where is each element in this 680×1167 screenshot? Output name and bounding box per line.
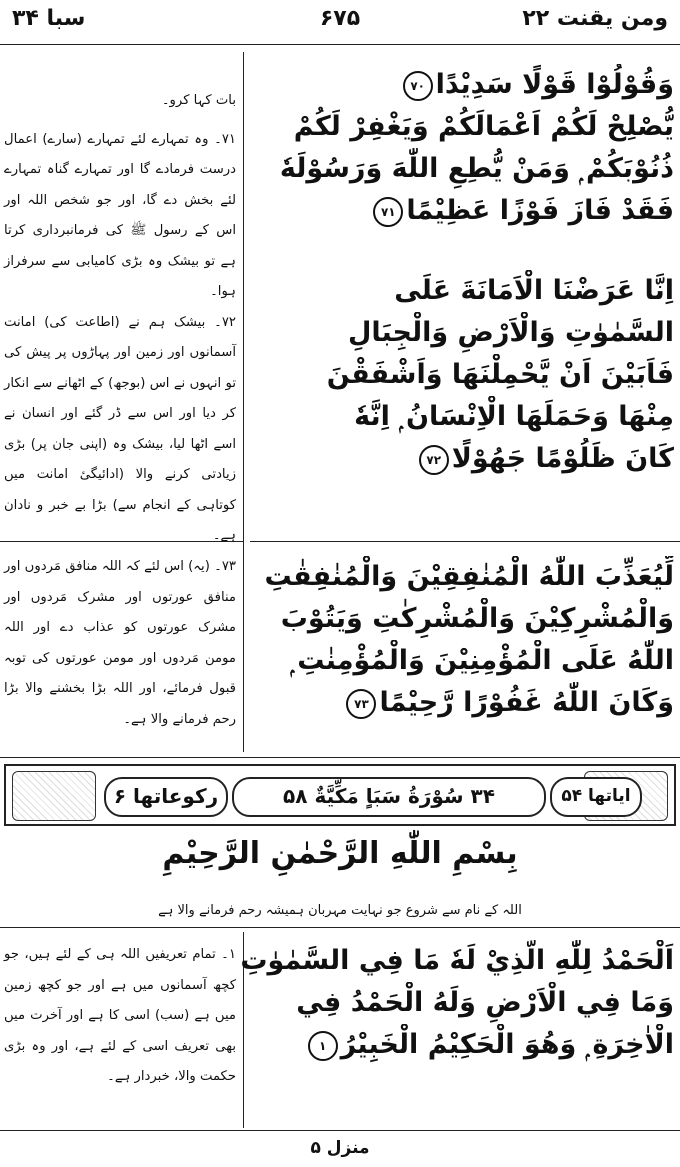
page-number: ۶۷۵ <box>319 6 361 31</box>
footer-rule <box>0 1130 680 1131</box>
arabic-line: فَقَدْ فَازَ فَوْزًا عَظِيْمًا۷۱ <box>234 190 674 232</box>
arabic-line: وَالْمُشْرِكِيْنَ وَالْمُشْرِكٰتِ وَيَتُوْبَ <box>280 603 674 634</box>
arabic-line: الْاٰخِرَةِ ۭ وَهُوَ الْحَكِيْمُ الْخَبِيْرُ۱ <box>234 1024 674 1066</box>
urdu-paragraph: ۱۔ تمام تعریفیں اللہ ہی کے لئے ہیں، جو کچھ آسمانوں میں ہے اور جو کچھ زمین میں ہے (سب) اسی کا ہے اور آخرت میں بھی تعریف اسی کے لئے ہے، اور وہ بڑی حکمت والا، خبردار ہے۔ <box>4 947 236 1084</box>
arabic-line: اللّٰهُ عَلَى الْمُؤْمِنِيْنَ وَالْمُؤْمِنٰتِ ۭ <box>290 645 674 676</box>
page-header <box>0 0 680 44</box>
header-rule <box>0 44 680 45</box>
ayah-marker: ۷۳ <box>346 689 376 719</box>
manzil-footer: منزل ۵ <box>310 1138 370 1158</box>
urdu-translation-block-1 <box>4 86 236 552</box>
arabic-line: وَقُوْلُوْا قَوْلًا سَدِيْدًا۷۰ <box>234 64 674 106</box>
ayat-count: ایاتھا ۵۴ <box>550 777 642 817</box>
arabic-text-block-1 <box>234 64 674 480</box>
bismillah-translation: اللہ کے نام سے شروع جو نہایت مہربان ہمیشہ رحم فرمانے والا ہے <box>158 903 522 918</box>
urdu-translation-block-3 <box>4 940 236 1093</box>
rukus-count: رکوعاتھا ۶ <box>104 777 228 817</box>
ayah-marker: ۷۲ <box>419 445 449 475</box>
surah-banner <box>4 764 676 826</box>
arabic-text-block-2 <box>234 556 674 724</box>
urdu-paragraph: بات کہا کرو۔ <box>161 93 236 108</box>
header-juz-name: ومن یقنت ۲۲ <box>522 6 668 31</box>
urdu-paragraph: ۷۱۔ وہ تمہارے لئے تمہارے (سارے) اعمال درست فرمادے گا اور تمہارے گناہ تمہارے لئے بخش دے گا، اور جو شخص اللہ اور اس کے رسول ﷺ کی فرمانبرداری کرتا ہے تو بیشک وہ بڑی کامیابی سے سرفراز ہوا۔ <box>4 131 236 299</box>
arabic-line: لِّيُعَذِّبَ اللّٰهُ الْمُنٰفِقِيْنَ وَالْمُنٰفِقٰتِ <box>264 561 674 592</box>
arabic-line: فَاَبَيْنَ اَنْ يَّحْمِلْنَهَا وَاَشْفَقْنَ <box>326 359 674 390</box>
section-rule <box>0 757 680 758</box>
bismillah: بِسْمِ اللّٰهِ الرَّحْمٰنِ الرَّحِيْمِ <box>162 836 518 871</box>
arabic-line: ذُنُوْبَكُمْ ۭ وَمَنْ يُّطِعِ اللّٰهَ وَرَسُوْلَهٗ <box>279 153 674 184</box>
ayah-marker: ۷۰ <box>403 71 433 101</box>
arabic-line: مِنْهَا وَحَمَلَهَا الْاِنْسَانُ ۭ اِنَّهٗ <box>354 401 674 432</box>
ayah-marker: ۷۱ <box>373 197 403 227</box>
arabic-line: السَّمٰوٰتِ وَالْاَرْضِ وَالْجِبَالِ <box>347 317 674 348</box>
arabic-line: يُّصْلِحْ لَكُمْ اَعْمَالَكُمْ وَيَغْفِرْ لَكُمْ <box>293 111 674 142</box>
ornament-icon <box>12 771 96 821</box>
arabic-text-block-3 <box>234 940 674 1066</box>
arabic-line: وَكَانَ اللّٰهُ غَفُوْرًا رَّحِيْمًا۷۳ <box>234 682 674 724</box>
arabic-separator <box>250 541 680 542</box>
surah-name: سُوْرَةُ سَبَاٍ مَكِّيَّةٌ <box>314 784 464 808</box>
urdu-paragraph: ۷۲۔ بیشک ہم نے (اطاعت کی) امانت آسمانوں اور زمین اور پہاڑوں پر پیش کی تو انہوں نے اس (بوجھ) کے اٹھانے سے انکار کر دیا اور اس سے ڈر گئے اور انسان نے اسے اٹھا لیا، بیشک وہ (اپنی جان پر) بڑی زیادتی کرنے والا (ادائیگیٔ امانت میں کوتاہی کے انجام سے) بڑا بے خبر و نادان ہے۔ <box>4 314 236 543</box>
arabic-line: وَمَا فِي الْاَرْضِ وَلَهُ الْحَمْدُ فِي <box>296 987 674 1018</box>
surah-title <box>232 777 546 817</box>
section-rule <box>0 927 680 928</box>
header-surah-name: سبا ۳۴ <box>12 6 86 31</box>
revelation-order: ۵۸ <box>283 784 308 808</box>
urdu-translation-block-2 <box>4 552 236 735</box>
surah-number: ۳۴ <box>470 784 495 808</box>
ayah-marker: ۱ <box>308 1031 338 1061</box>
urdu-paragraph: ۷۳۔ (یہ) اس لئے کہ اللہ منافق مَردوں اور منافق عورتوں اور مشرک مَردوں اور مشرک عورتوں کو عذاب دے اور اللہ مومن مَردوں اور مومن عورتوں کی توبہ قبول فرمائے، اور اللہ بڑا بخشنے والا بڑا رحم فرمانے والا ہے۔ <box>4 559 236 727</box>
arabic-line: كَانَ ظَلُوْمًا جَهُوْلًا۷۲ <box>234 438 674 480</box>
arabic-line: اَلْحَمْدُ لِلّٰهِ الَّذِيْ لَهٗ مَا فِي السَّمٰوٰتِ <box>240 945 674 976</box>
arabic-line: اِنَّا عَرَضْنَا الْاَمَانَةَ عَلَى <box>394 275 674 306</box>
